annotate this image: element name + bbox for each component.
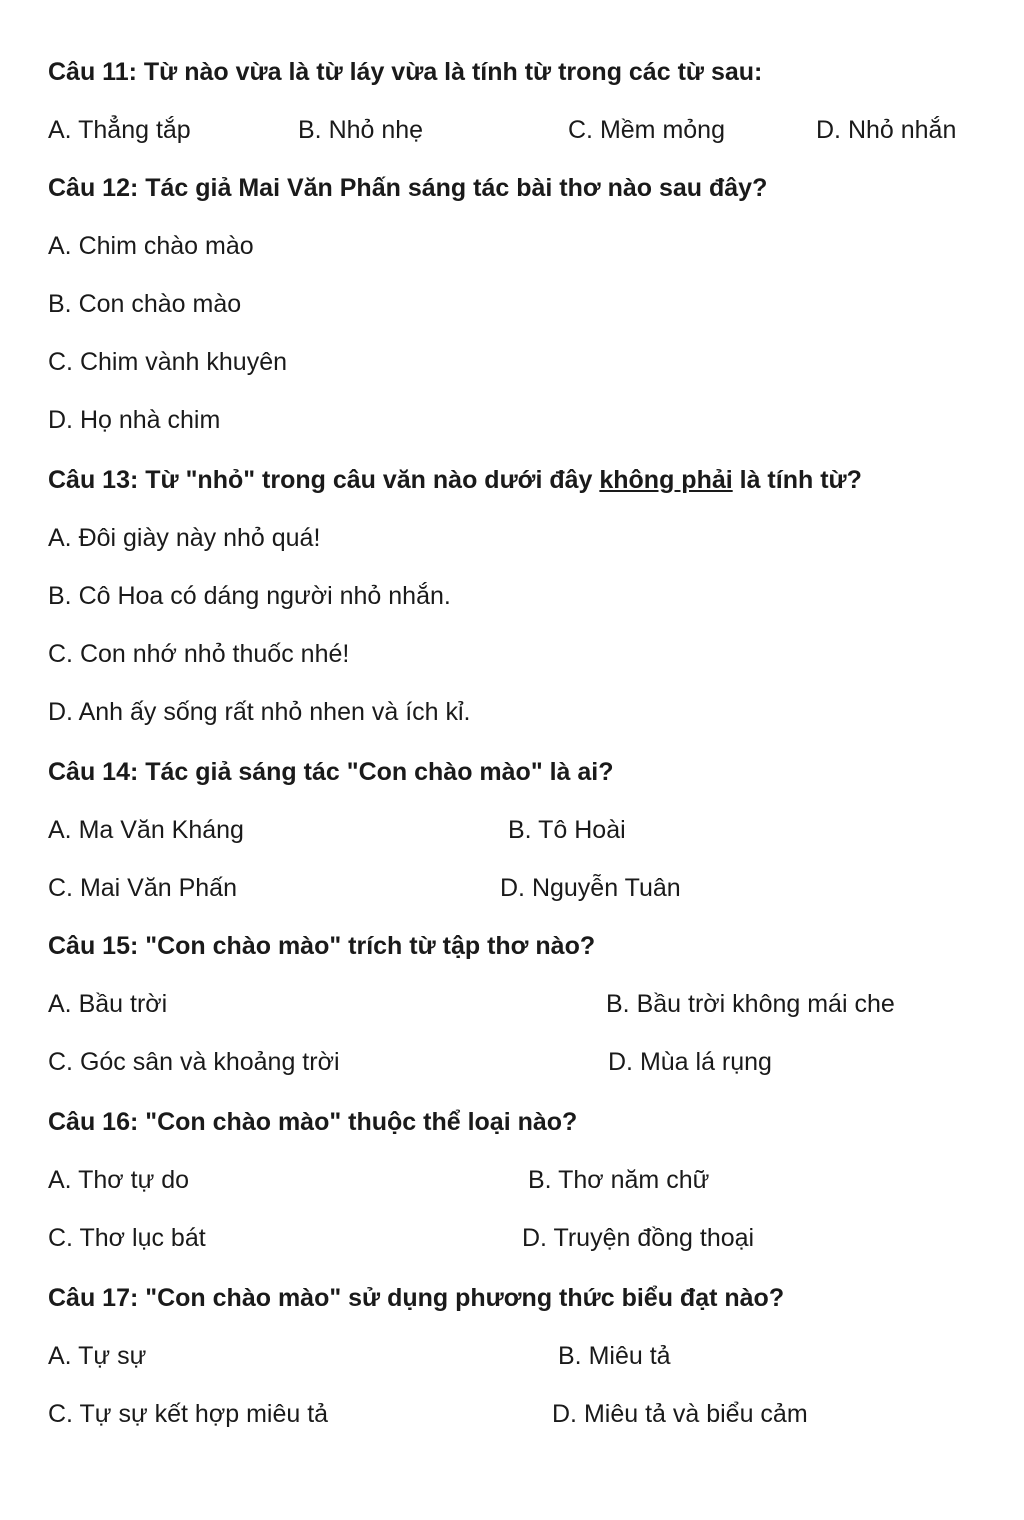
q14-option-a: A. Ma Văn Kháng (48, 816, 244, 844)
q13-title-start: Câu 13: Từ "nhỏ" trong câu văn nào dưới đây (48, 466, 600, 494)
q11-option-d: D. Nhỏ nhắn (816, 116, 957, 144)
q13-option-a: A. Đôi giày này nhỏ quá! (48, 524, 321, 552)
question-12-title: Câu 12: Tác giả Mai Văn Phấn sáng tác bài thơ nào sau đây? (48, 174, 768, 202)
q11-option-a: A. Thẳng tắp (48, 116, 191, 144)
q11-option-b: B. Nhỏ nhẹ (298, 116, 424, 144)
q13-option-d: D. Anh ấy sống rất nhỏ nhen và ích kỉ. (48, 698, 471, 726)
q16-option-a: A. Thơ tự do (48, 1166, 190, 1194)
q15-option-c: C. Góc sân và khoảng trời (48, 1048, 340, 1076)
q15-option-d: D. Mùa lá rụng (608, 1048, 772, 1076)
q16-option-d: D. Truyện đồng thoại (522, 1224, 755, 1252)
question-17-title: Câu 17: "Con chào mào" sử dụng phương thức biểu đạt nào? (48, 1284, 785, 1312)
question-14-title: Câu 14: Tác giả sáng tác "Con chào mào" là ai? (48, 758, 614, 786)
q12-option-b: B. Con chào mào (48, 290, 242, 318)
q17-option-c: C. Tự sự kết hợp miêu tả (48, 1400, 329, 1428)
q15-option-b: B. Bầu trời không mái che (606, 990, 895, 1018)
q12-option-d: D. Họ nhà chim (48, 406, 221, 434)
q13-option-b: B. Cô Hoa có dáng người nhỏ nhắn. (48, 582, 451, 610)
question-11-title: Câu 11: Từ nào vừa là từ láy vừa là tính từ trong các từ sau: (48, 58, 763, 86)
q14-option-b: B. Tô Hoài (508, 816, 626, 844)
q12-option-a: A. Chim chào mào (48, 232, 254, 260)
q15-option-a: A. Bầu trời (48, 990, 168, 1018)
q16-option-c: C. Thơ lục bát (48, 1224, 206, 1252)
q12-option-c: C. Chim vành khuyên (48, 348, 288, 376)
question-16-title: Câu 16: "Con chào mào" thuộc thể loại nào? (48, 1108, 578, 1136)
q13-title-underlined: không phải (599, 466, 733, 494)
q14-option-c: C. Mai Văn Phấn (48, 874, 237, 902)
q14-option-d: D. Nguyễn Tuân (500, 874, 681, 902)
q17-option-b: B. Miêu tả (558, 1342, 671, 1370)
q13-title-end: là tính từ? (732, 466, 862, 494)
question-13-title (48, 460, 862, 500)
q17-option-d: D. Miêu tả và biểu cảm (552, 1400, 808, 1428)
q16-option-b: B. Thơ năm chữ (528, 1166, 710, 1194)
q11-option-c: C. Mềm mỏng (568, 116, 725, 144)
question-15-title: Câu 15: "Con chào mào" trích từ tập thơ nào? (48, 932, 596, 960)
q13-option-c: C. Con nhớ nhỏ thuốc nhé! (48, 640, 350, 668)
q17-option-a: A. Tự sự (48, 1342, 147, 1370)
